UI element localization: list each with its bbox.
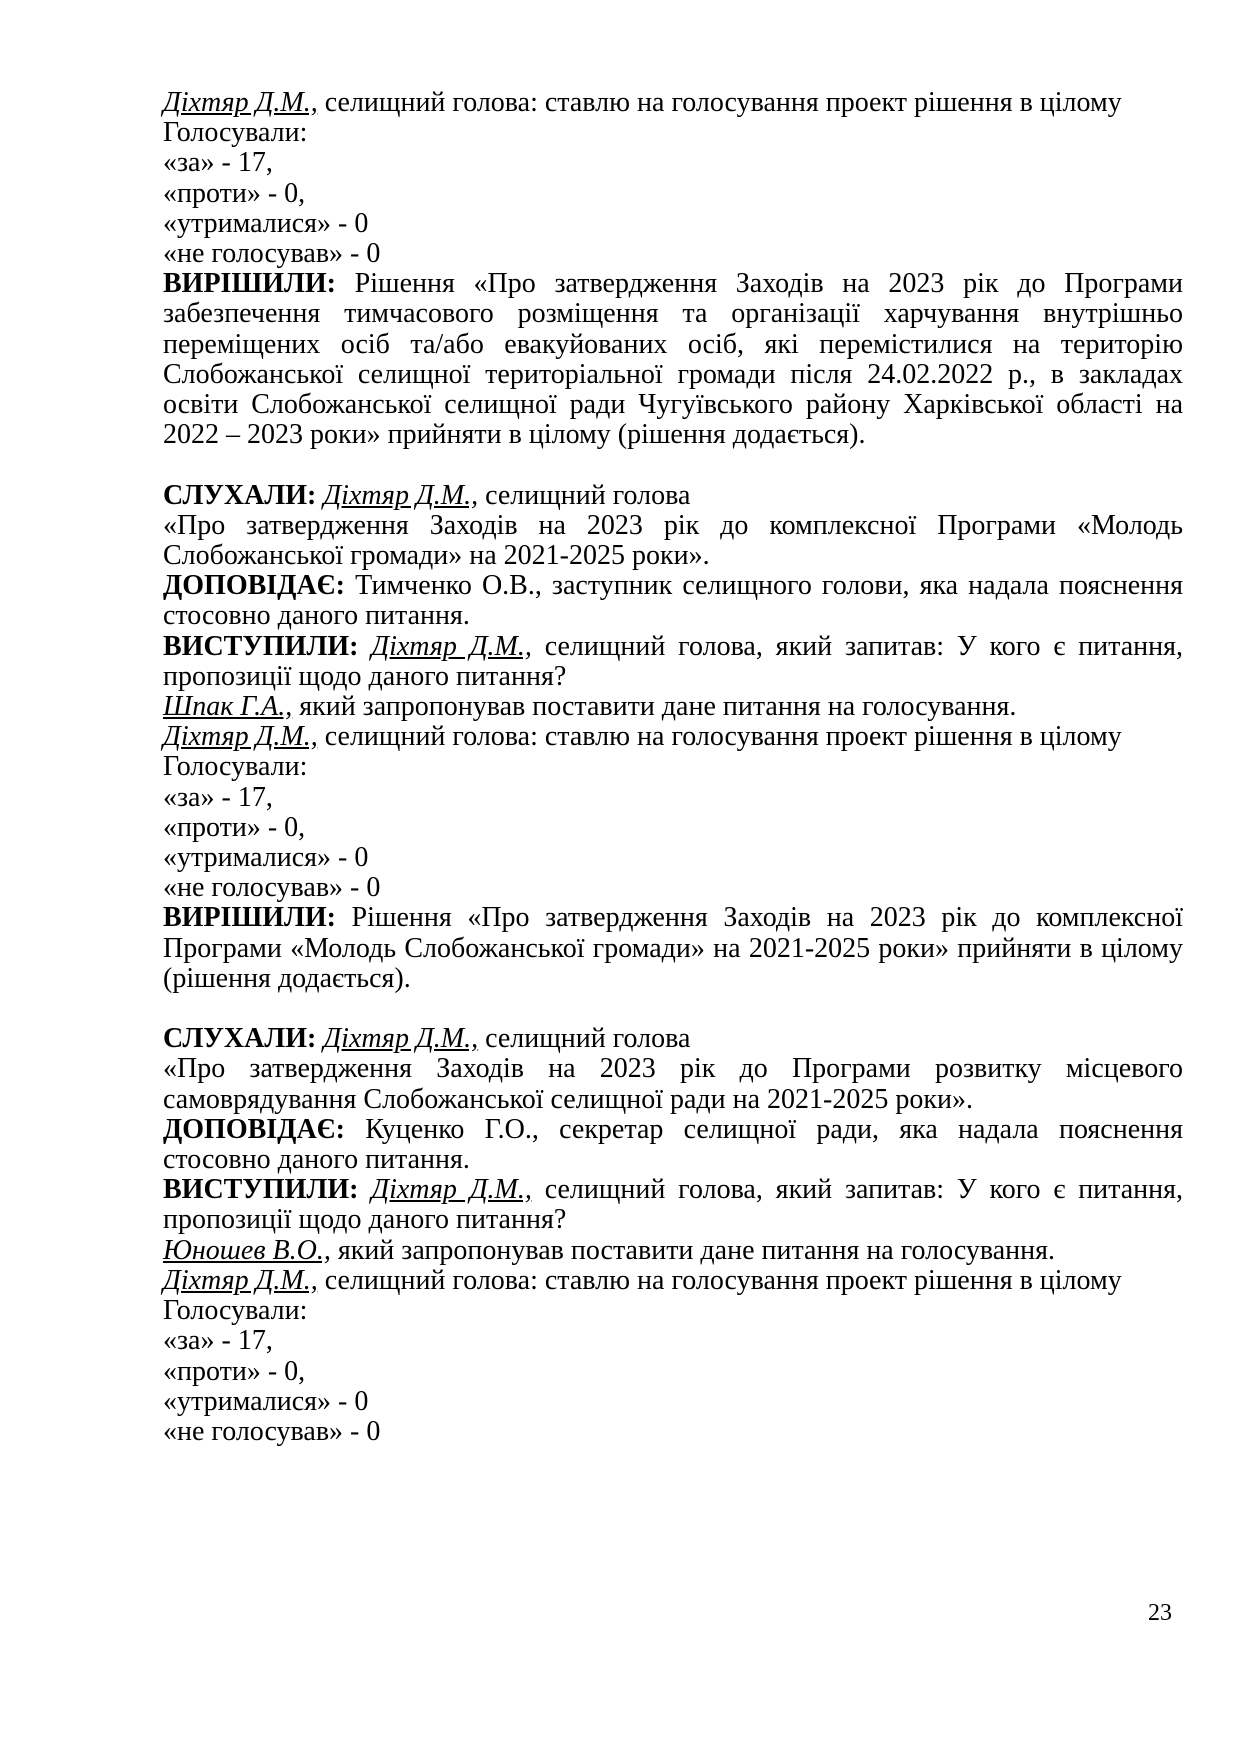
proposal-text: селищний голова: ставлю на голосування проект рішення в цілому (317, 1264, 1122, 1296)
spoke-label: ВИСТУПИЛИ: (163, 1174, 359, 1206)
proposer-text: який запропонував поставити дане питання на голосування. (292, 691, 1017, 723)
vote-for: «за» - 17, (163, 147, 273, 179)
speaker-name: Діхтяр Д.М., (163, 1264, 318, 1296)
vote-not-voted: «не голосував» - 0 (163, 1415, 381, 1447)
spacer (163, 450, 1183, 480)
proposal-text: селищний голова: ставлю на голосування проект рішення в цілому (317, 87, 1122, 118)
vote-against: «проти» - 0, (163, 177, 306, 209)
agenda-item-1 (163, 88, 1183, 450)
speaker-name: Діхтяр Д.М., (323, 479, 479, 511)
decided-text: Рішення «Про затвердження Заходів на 2023 рік до комплексної Програми «Молодь Слобожанської громади» на 2021-2025 роки» прийняти в цілому (рішення додається). (163, 902, 1183, 994)
agenda-item-2 (163, 481, 1183, 994)
spoke-label: ВИСТУПИЛИ: (163, 630, 359, 662)
vote-against: «проти» - 0, (163, 1355, 306, 1387)
heard-label: СЛУХАЛИ: (163, 1023, 317, 1055)
speaker-name: Діхтяр Д.М., (323, 1023, 479, 1055)
reports-label: ДОПОВІДАЄ: (163, 570, 345, 602)
topic-paragraph: «Про затвердження Заходів на 2023 рік до Програми розвитку місцевого самоврядування Слобожанської селищної ради на 2021-2025 роки». (163, 1053, 1183, 1115)
decision-paragraph (163, 903, 1183, 994)
proposal-text: селищний голова: ставлю на голосування проект рішення в цілому (317, 721, 1122, 753)
decision-paragraph (163, 269, 1183, 450)
proposer-line (163, 1236, 1183, 1266)
proposal-line (163, 1266, 1183, 1296)
proposer-name: Шпак Г.А., (163, 691, 293, 723)
reports-paragraph (163, 1115, 1183, 1175)
reports-paragraph (163, 571, 1183, 631)
speaker-role: селищний голова (478, 1023, 691, 1055)
vote-not-voted: «не голосував» - 0 (163, 238, 381, 270)
vote-for: «за» - 17, (163, 1325, 273, 1357)
reports-label: ДОПОВІДАЄ: (163, 1113, 345, 1145)
vote-abstained: «утрималися» - 0 (163, 207, 369, 239)
proposal-line (163, 88, 1183, 118)
decided-text: Рішення «Про затвердження Заходів на 2023 рік до Програми забезпечення тимчасового розміщення та організації харчування внутрішньо переміщених осіб та/або евакуйованих осіб, які перемістилися на територію Слобожанської селищної територіальної громади після 24.02.2022 р., в закладах освіти Слобожанської селищної ради Чугуївського району Харківської області на 2022 – 2023 роки» прийняти в цілому (рішення додається). (163, 268, 1183, 451)
heard-label: СЛУХАЛИ: (163, 479, 317, 511)
proposal-line (163, 722, 1183, 752)
speaker-name: Діхтяр Д.М., (371, 630, 532, 662)
spoke-paragraph (163, 632, 1183, 692)
spacer (163, 994, 1183, 1024)
decided-label: ВИРІШИЛИ: (163, 902, 336, 934)
vote-against: «проти» - 0, (163, 811, 306, 843)
speaker-name: Діхтяр Д.М., (163, 87, 318, 118)
spoke-text: селищний голова, який запитав: У кого є питання, пропозиції щодо даного питання? (163, 1174, 1184, 1236)
proposer-text: який запропонував поставити дане питання на голосування. (330, 1234, 1056, 1266)
speaker-role: селищний голова (478, 479, 691, 511)
heard-line (163, 481, 1183, 511)
speaker-name: Діхтяр Д.М., (163, 721, 318, 753)
proposer-line (163, 692, 1183, 722)
heard-line (163, 1024, 1183, 1054)
vote-for: «за» - 17, (163, 781, 273, 813)
vote-heading: Голосували: (163, 1295, 308, 1327)
decided-label: ВИРІШИЛИ: (163, 268, 336, 300)
spoke-text: селищний голова, який запитав: У кого є питання, пропозиції щодо даного питання? (163, 630, 1184, 692)
vote-abstained: «утрималися» - 0 (163, 842, 369, 874)
vote-not-voted: «не голосував» - 0 (163, 872, 381, 904)
reports-text: Тимченко О.В., заступник селищного голови, яка надала пояснення стосовно даного питання. (163, 570, 1183, 632)
topic-paragraph: «Про затвердження Заходів на 2023 рік до комплексної Програми «Молодь Слобожанської громади» на 2021-2025 роки». (163, 509, 1183, 572)
speaker-name: Діхтяр Д.М., (371, 1174, 532, 1206)
reports-text: Куценко Г.О., секретар селищної ради, яка надала пояснення стосовно даного питання. (163, 1113, 1183, 1176)
vote-heading: Голосували: (163, 117, 308, 149)
vote-abstained: «утрималися» - 0 (163, 1385, 369, 1417)
spoke-paragraph (163, 1175, 1183, 1235)
page-number: 23 (1148, 1600, 1172, 1626)
proposer-name: Юношев В.О., (163, 1234, 331, 1266)
document-page (163, 88, 1183, 1447)
agenda-item-3 (163, 1024, 1183, 1447)
vote-heading: Голосували: (163, 751, 308, 783)
